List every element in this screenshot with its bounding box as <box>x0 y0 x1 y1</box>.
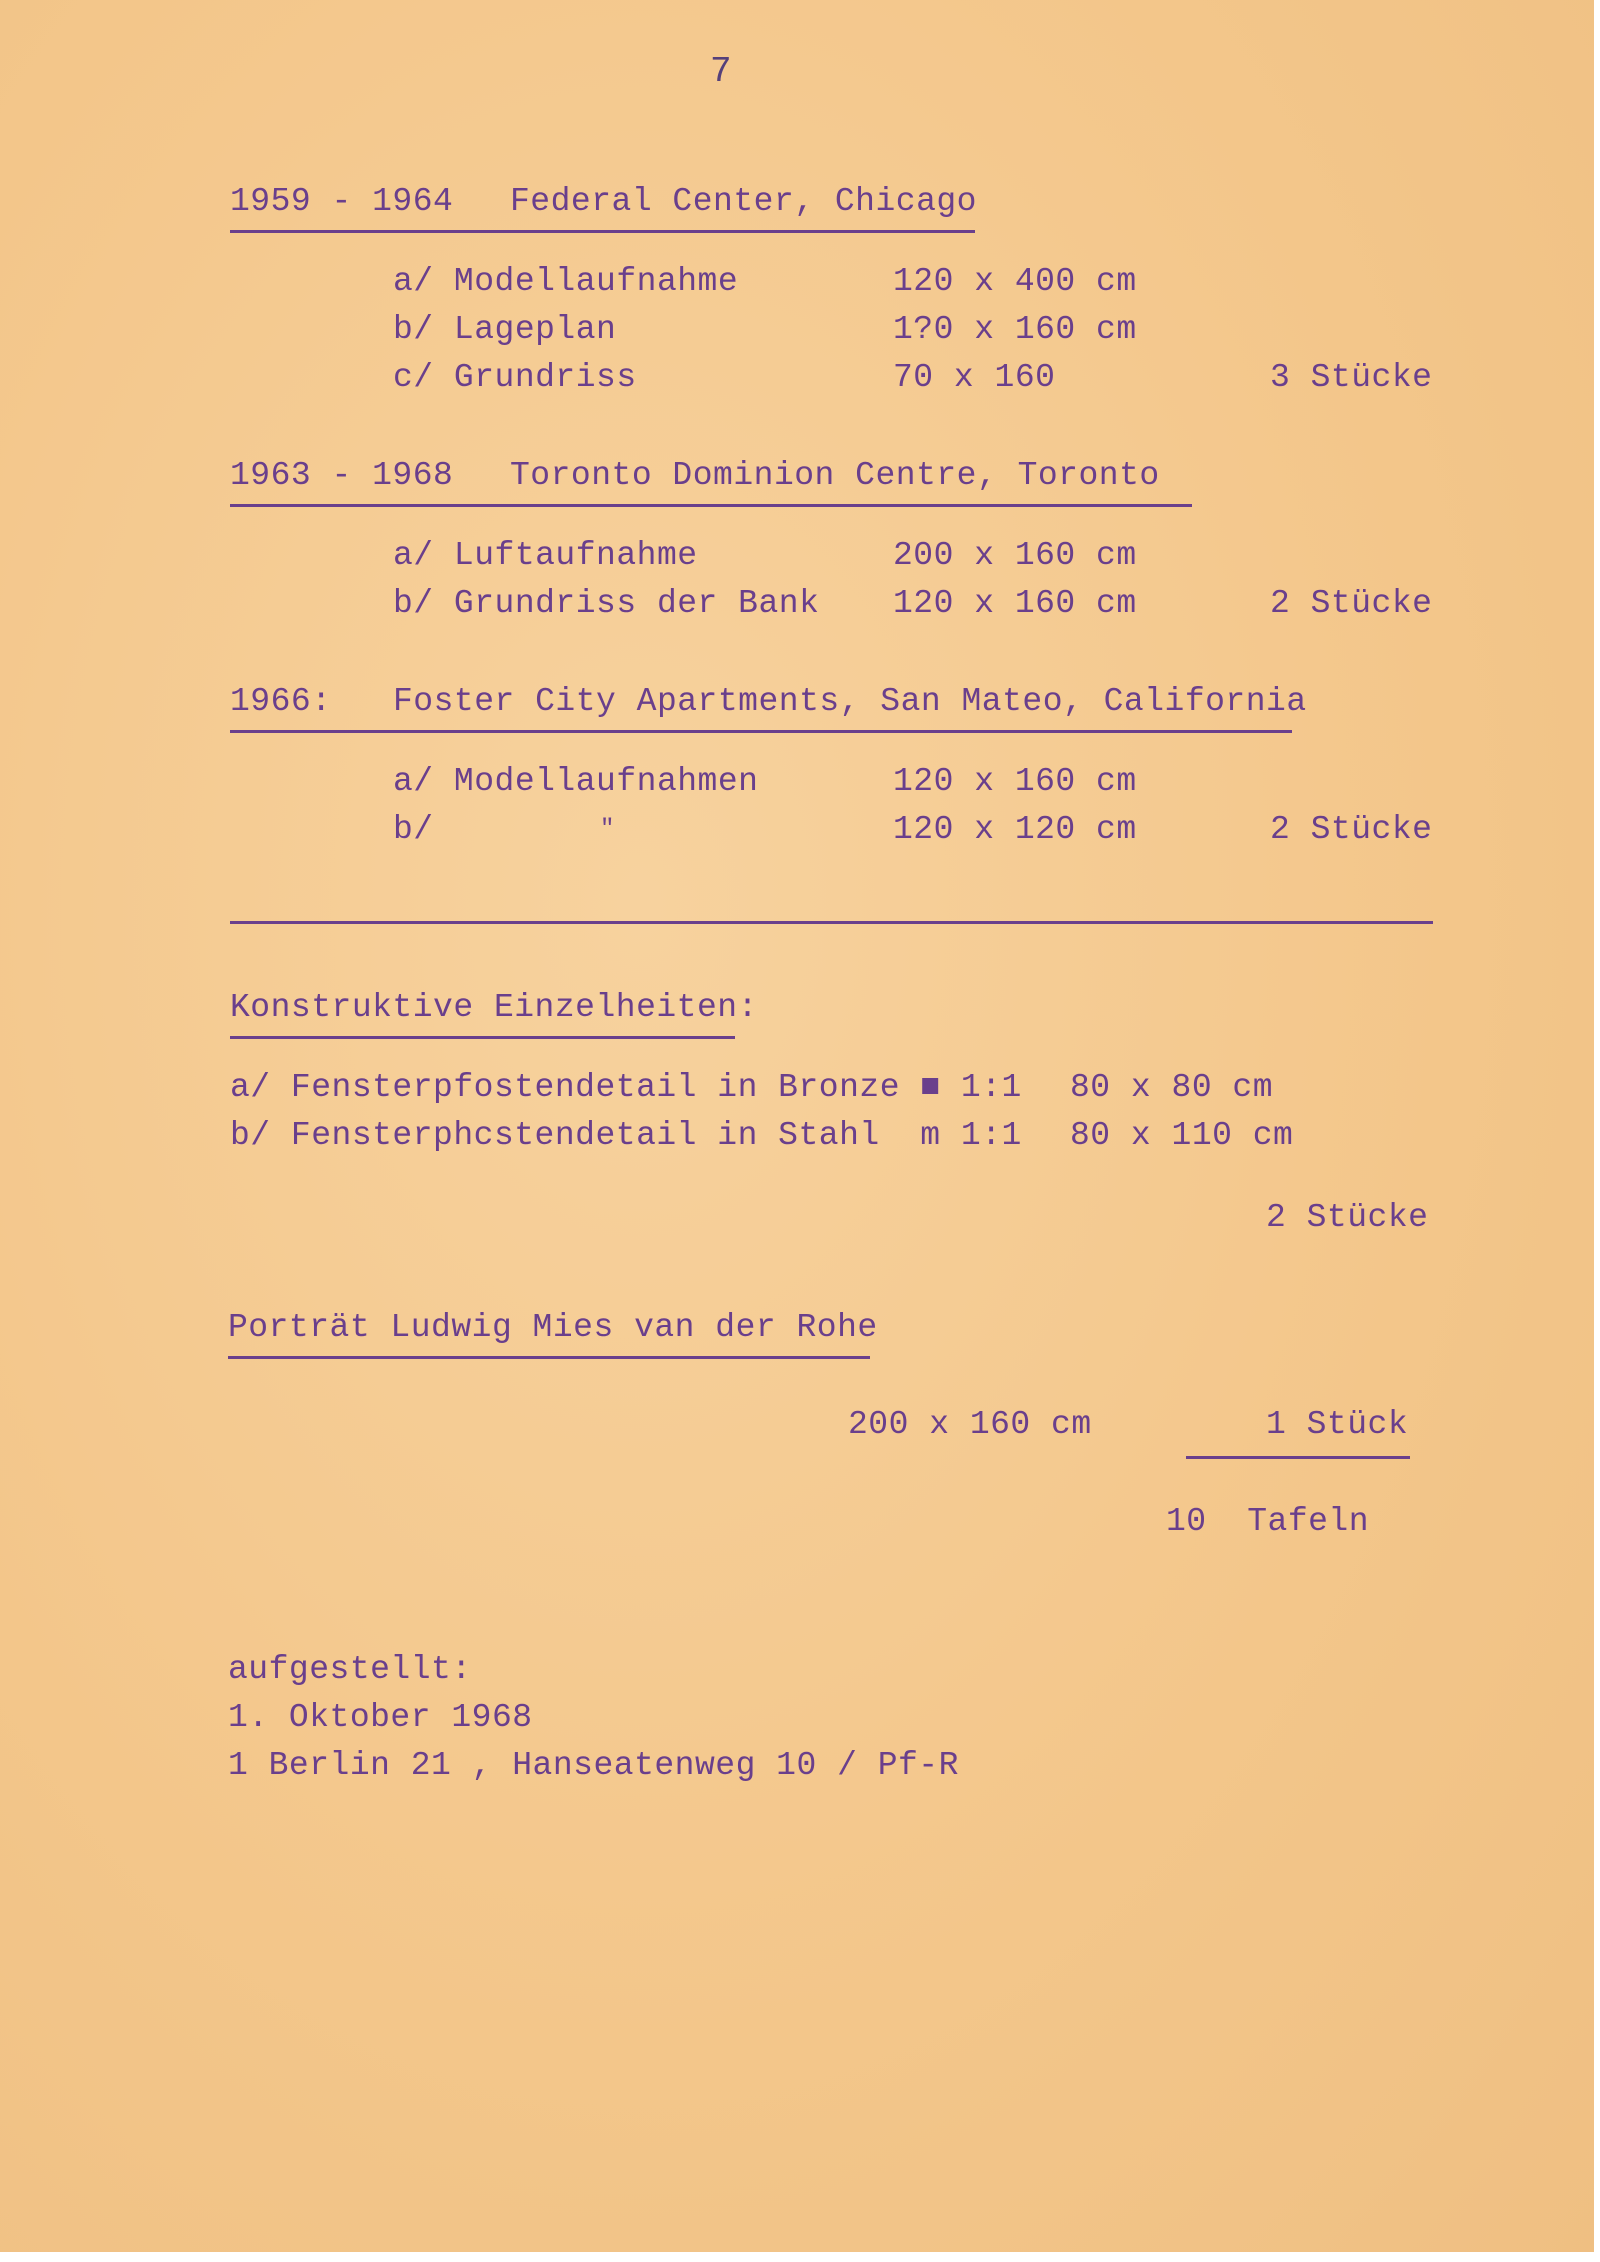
section-1-item-a: a/ Modellaufnahme <box>393 263 739 300</box>
section-1-count: 3 Stücke <box>1270 359 1433 396</box>
scan-edge-bottom <box>0 2252 1600 2262</box>
construction-item-a: a/ Fensterpfostendetail in Bronze ■ 1:1 <box>230 1069 1022 1106</box>
construction-item-b-size: 80 x 110 cm <box>1070 1117 1294 1154</box>
section-2-item-a-size: 200 x 160 cm <box>893 537 1137 574</box>
section-3-item-b-size: 120 x 120 cm <box>893 811 1137 848</box>
construction-item-a-size: 80 x 80 cm <box>1070 1069 1274 1106</box>
section-3-item-b: b/ <box>393 811 434 848</box>
footer-label: aufgestellt: <box>228 1651 472 1688</box>
section-3-item-b-ditto: " <box>600 816 615 843</box>
section-3-item-a-size: 120 x 160 cm <box>893 763 1137 800</box>
construction-count: 2 Stücke <box>1266 1199 1429 1236</box>
section-2-item-b: b/ Grundriss der Bank <box>393 585 820 622</box>
section-2-years: 1963 - 1968 <box>230 457 454 494</box>
section-3-count: 2 Stücke <box>1270 811 1433 848</box>
section-1-item-c-size: 70 x 160 <box>893 359 1056 396</box>
total-underline <box>1186 1456 1410 1459</box>
footer-address: 1 Berlin 21 , Hanseatenweg 10 / Pf-R <box>228 1747 959 1784</box>
portrait-underline <box>228 1356 870 1359</box>
section-separator <box>230 921 1433 924</box>
section-1-underline <box>230 230 975 233</box>
construction-heading: Konstruktive Einzelheiten: <box>230 989 758 1026</box>
section-2-title: Toronto Dominion Centre, Toronto <box>510 457 1160 494</box>
section-1-item-c: c/ Grundriss <box>393 359 637 396</box>
section-3-item-a: a/ Modellaufnahmen <box>393 763 759 800</box>
total-plates: 10 Tafeln <box>1166 1503 1370 1540</box>
section-2-count: 2 Stücke <box>1270 585 1433 622</box>
construction-underline <box>230 1036 735 1039</box>
section-1-years: 1959 - 1964 <box>230 183 454 220</box>
section-2-underline <box>230 504 1192 507</box>
section-1-title: Federal Center, Chicago <box>510 183 977 220</box>
portrait-size: 200 x 160 cm <box>848 1406 1092 1443</box>
page-number: 7 <box>710 51 733 92</box>
footer-date: 1. Oktober 1968 <box>228 1699 533 1736</box>
portrait-heading: Porträt Ludwig Mies van der Rohe <box>228 1309 878 1346</box>
section-3-title: Foster City Apartments, San Mateo, California <box>393 683 1307 720</box>
section-2-item-a: a/ Luftaufnahme <box>393 537 698 574</box>
portrait-count: 1 Stück <box>1266 1406 1409 1443</box>
construction-item-b: b/ Fensterphcstendetail in Stahl m 1:1 <box>230 1117 1022 1154</box>
section-1-item-b-size: 1?0 x 160 cm <box>893 311 1137 348</box>
section-1-item-a-size: 120 x 400 cm <box>893 263 1137 300</box>
scan-edge-right <box>1594 0 1600 2262</box>
section-1-item-b: b/ Lageplan <box>393 311 617 348</box>
section-2-item-b-size: 120 x 160 cm <box>893 585 1137 622</box>
section-3-underline <box>230 730 1292 733</box>
section-3-years: 1966: <box>230 683 332 720</box>
